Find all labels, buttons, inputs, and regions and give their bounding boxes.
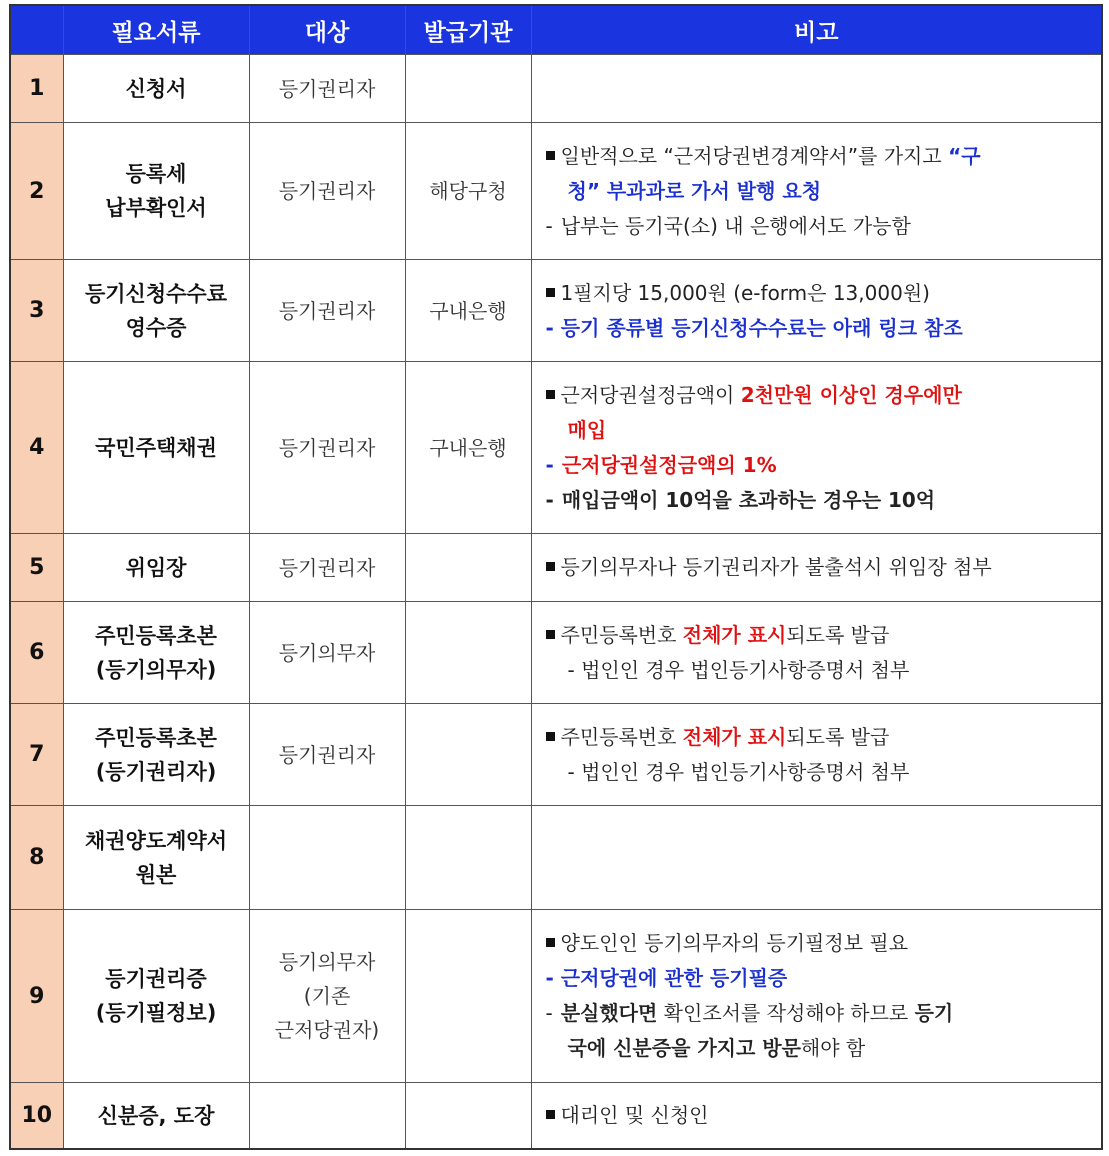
remarks-cell	[531, 806, 1102, 910]
row-number: 3	[10, 260, 63, 362]
remarks-line	[546, 276, 1094, 311]
document-name-line: (등기필정보)	[95, 1001, 217, 1026]
square-bullet-icon	[546, 938, 555, 947]
row-number: 10	[10, 1083, 63, 1149]
issuing-agency	[405, 534, 531, 602]
document-name	[63, 55, 249, 123]
table-row	[10, 602, 1102, 704]
remarks-cell	[531, 602, 1102, 704]
document-name	[63, 704, 249, 806]
remarks-highlight-red: 근저당권설정금액의 1%	[561, 452, 777, 477]
remarks-highlight-blue: - 등기 종류별 등기신청수수료는 아래 링크 참조	[545, 315, 963, 340]
target-party	[249, 704, 405, 806]
remarks-text: 확인조서를 작성해야 하므로	[657, 1001, 915, 1026]
square-bullet-icon	[546, 151, 555, 160]
target-party	[249, 534, 405, 602]
issuing-agency	[405, 602, 531, 704]
target-line: 등기의무자	[278, 640, 376, 665]
row-number: 1	[10, 55, 63, 123]
document-name-line: 위임장	[125, 555, 187, 580]
row-number: 4	[10, 362, 63, 534]
remarks-line: - 법인인 경우 법인등기사항증명서 첨부	[567, 759, 910, 784]
remarks-text: 되도록 발급	[786, 622, 890, 647]
remarks-cell	[531, 55, 1102, 123]
document-name-line: 채권양도계약서	[84, 828, 227, 853]
square-bullet-icon	[546, 288, 555, 297]
remarks-text: 해야 함	[800, 1036, 866, 1061]
row-number: 9	[10, 910, 63, 1083]
header-target: 대상	[249, 5, 405, 55]
remarks-text: 등기의무자나 등기권리자가 불출석시 위임장 첨부	[560, 555, 992, 580]
remarks-bold-text: 국에 신분증을 가지고 방문	[567, 1036, 801, 1061]
remarks-bold-text: 분실했다면	[560, 1001, 658, 1026]
remarks-cell	[531, 362, 1102, 534]
remarks-text: 근저당권설정금액이	[560, 382, 741, 407]
issuing-agency	[405, 910, 531, 1083]
required-documents-table	[9, 4, 1103, 1150]
dash-bullet: -	[545, 487, 554, 512]
document-name-line: 신청서	[125, 76, 187, 101]
square-bullet-icon	[546, 1110, 555, 1119]
remarks-text: 주민등록번호	[560, 724, 683, 749]
document-name	[63, 1083, 249, 1149]
remarks-highlight-red: 2천만원 이상인 경우에만	[740, 382, 962, 407]
target-party	[249, 910, 405, 1083]
document-name-line: 주민등록초본	[95, 623, 217, 648]
dash-bullet: -	[545, 213, 553, 238]
remarks-line	[546, 483, 1094, 518]
remarks-text: 일반적으로 “근저당권변경계약서”를 가지고	[560, 143, 949, 168]
row-number: 7	[10, 704, 63, 806]
document-name-line: 국민주택채권	[95, 435, 217, 460]
remarks-line	[546, 378, 1094, 413]
document-name-line: 납부확인서	[105, 196, 207, 221]
square-bullet-icon	[546, 732, 555, 741]
square-bullet-icon	[546, 562, 555, 571]
target-party	[249, 806, 405, 910]
square-bullet-icon	[546, 390, 555, 399]
target-line: (기존	[303, 984, 351, 1009]
row-number: 8	[10, 806, 63, 910]
remarks-text: 양도인인 등기의무자의 등기필정보 필요	[560, 931, 909, 956]
target-line: 등기권리자	[278, 298, 376, 323]
remarks-line	[546, 550, 1094, 585]
remarks-cell	[531, 704, 1102, 806]
remarks-line	[546, 139, 1094, 174]
remarks-cell	[531, 123, 1102, 260]
remarks-text: 납부는 등기국(소) 내 은행에서도 가능함	[560, 213, 911, 238]
target-line: 등기권리자	[278, 742, 376, 767]
table-header-row	[10, 5, 1102, 55]
row-number: 5	[10, 534, 63, 602]
target-party	[249, 1083, 405, 1149]
header-issuing-agency: 발급기관	[405, 5, 531, 55]
issuing-agency	[405, 806, 531, 910]
issuing-agency	[405, 1083, 531, 1149]
document-name-line: 등기신청수수료	[84, 281, 227, 306]
target-line: 등기의무자	[278, 950, 376, 975]
table-row	[10, 1083, 1102, 1149]
target-line: 등기권리자	[278, 555, 376, 580]
table-row	[10, 910, 1102, 1083]
remarks-line	[546, 996, 1094, 1031]
remarks-line: - 법인인 경우 법인등기사항증명서 첨부	[567, 657, 910, 682]
table-row	[10, 362, 1102, 534]
header-required-documents: 필요서류	[63, 5, 249, 55]
remarks-line	[546, 448, 1094, 483]
issuing-agency	[405, 704, 531, 806]
remarks-cell	[531, 910, 1102, 1083]
document-name-line: 주민등록초본	[95, 725, 217, 750]
remarks-text: 대리인 및 신청인	[560, 1103, 709, 1128]
issuing-agency: 구내은행	[405, 362, 531, 534]
target-line: 근저당권자)	[274, 1018, 380, 1043]
document-name-line: 원본	[135, 862, 177, 887]
table-row	[10, 55, 1102, 123]
dash-bullet: -	[545, 1001, 553, 1026]
remarks-text: 주민등록번호	[560, 622, 683, 647]
remarks-highlight-red: 매입	[567, 417, 607, 442]
dash-bullet: -	[545, 452, 554, 477]
header-remarks: 비고	[531, 5, 1102, 55]
issuing-agency	[405, 55, 531, 123]
document-name	[63, 910, 249, 1083]
target-party	[249, 362, 405, 534]
table-row	[10, 534, 1102, 602]
remarks-text: 1필지당 15,000원 (e-form은 13,000원)	[560, 280, 930, 305]
remarks-highlight-blue: “구	[948, 143, 981, 168]
remarks-cell	[531, 260, 1102, 362]
remarks-bold-text: 등기	[914, 1001, 954, 1026]
document-name	[63, 362, 249, 534]
remarks-line	[546, 618, 1094, 653]
table-row	[10, 806, 1102, 910]
remarks-highlight-blue: - 근저당권에 관한 등기필증	[545, 966, 788, 991]
remarks-highlight-red: 전체가 표시	[682, 724, 787, 749]
document-name	[63, 602, 249, 704]
remarks-line	[546, 926, 1094, 961]
target-party	[249, 260, 405, 362]
document-name-line: (등기의무자)	[95, 657, 217, 682]
remarks-line	[546, 1098, 1094, 1133]
target-party	[249, 55, 405, 123]
table-row	[10, 260, 1102, 362]
target-line: 등기권리자	[278, 76, 376, 101]
remarks-cell	[531, 1083, 1102, 1149]
row-number: 2	[10, 123, 63, 260]
remarks-line	[546, 1031, 1094, 1066]
header-corner-cell	[10, 5, 63, 55]
document-name-line: 등기권리증	[105, 967, 207, 992]
document-name-line: 영수증	[125, 315, 187, 340]
square-bullet-icon	[546, 630, 555, 639]
target-party	[249, 123, 405, 260]
target-line: 등기권리자	[278, 179, 376, 204]
remarks-highlight-red: 전체가 표시	[682, 622, 787, 647]
remarks-text: 매입금액이 10억을 초과하는 경우는 10억	[561, 487, 936, 512]
remarks-cell	[531, 534, 1102, 602]
table-row	[10, 704, 1102, 806]
document-name-line: (등기권리자)	[95, 759, 217, 784]
document-name	[63, 260, 249, 362]
document-name-line: 신분증, 도장	[97, 1103, 215, 1128]
row-number: 6	[10, 602, 63, 704]
issuing-agency: 해당구청	[405, 123, 531, 260]
document-name	[63, 123, 249, 260]
target-party	[249, 602, 405, 704]
remarks-line	[546, 209, 1094, 244]
document-name	[63, 806, 249, 910]
issuing-agency: 구내은행	[405, 260, 531, 362]
document-name	[63, 534, 249, 602]
target-line: 등기권리자	[278, 435, 376, 460]
remarks-line	[546, 720, 1094, 755]
document-name-line: 등록세	[125, 162, 187, 187]
remarks-highlight-blue: 청” 부과과로 가서 발행 요청	[567, 178, 822, 203]
remarks-text: 되도록 발급	[786, 724, 890, 749]
table-row	[10, 123, 1102, 260]
